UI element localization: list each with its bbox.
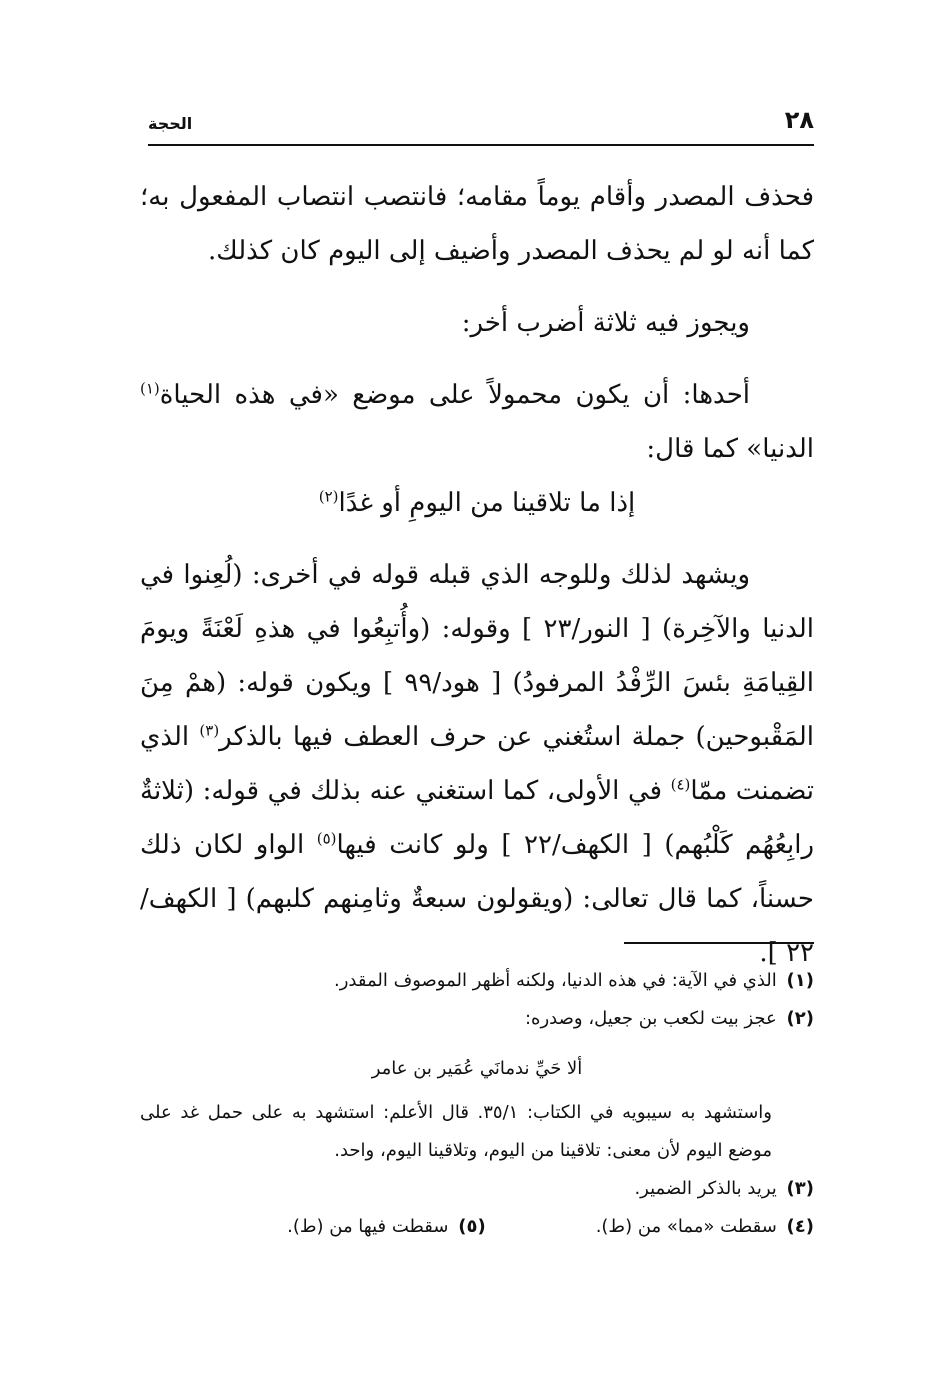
text-line: ويشهد لذلك وللوجه الذي قبله قوله في أخرى: (لُعِنوا: [183, 560, 751, 590]
main-text: [140, 170, 814, 980]
footnote-separator: [624, 942, 814, 944]
text-line: قوله: (ثلاثةٌ رابِعُهُم كَلْبُهم) [ الكهف/٢٢ ] ولو كانت فيها: [140, 776, 815, 860]
text-line: الذي تضمنت ممّا: [140, 722, 814, 806]
footnote-2: [140, 1000, 814, 1038]
verse-quote: [140, 476, 814, 530]
footnote-1: [140, 962, 814, 1000]
text-line: الواو لكان ذلك حسناً، كما قال تعالى: (ويقولون سبعةٌ وثامِنهم: [140, 830, 814, 914]
paragraph-3: [140, 368, 814, 476]
paragraph-1: [140, 170, 814, 278]
footnote-number: (٣): [786, 1178, 814, 1199]
footnote-number: (٤): [786, 1216, 814, 1237]
footnote-ref-4[interactable]: (٤): [670, 775, 691, 794]
footnote-number: (٢): [786, 1008, 814, 1029]
text-line: الدنيا» كما قال:: [646, 434, 814, 464]
footnote-text: سقطت فيها من (ط).: [287, 1216, 449, 1237]
running-title: الحجة: [148, 114, 193, 133]
paragraph-2: [140, 296, 814, 350]
footnote-5: [287, 1208, 486, 1246]
footnote-ref-3[interactable]: (٣): [199, 721, 220, 740]
footnote-text: عجز بيت لكعب بن جعيل، وصدره:: [524, 1008, 777, 1029]
footnote-2-continuation: واستشهد به سيبويه في الكتاب: ٣٥/١. قال الأعلم: استشهد به على حمل غد على موضع اليوم لأن معنى: تلاقينا من اليوم، وتلاقينا اليوم، واحد.: [140, 1102, 772, 1161]
text-line: في الأولى، كما استغني عنه بذلك في: [267, 776, 671, 806]
footnote-text: سقطت «مما» من (ط).: [595, 1216, 777, 1237]
text-line: ويجوز فيه ثلاثة أضرب أخر:: [461, 308, 750, 338]
text-line: كذلك.: [208, 236, 273, 266]
footnotes: [140, 962, 814, 1246]
footnote-ref-5[interactable]: (٥): [316, 829, 337, 848]
footnote-3: [140, 1170, 814, 1208]
footnote-number: (١): [786, 970, 814, 991]
text-line: في الدنيا والآخِرة) [ النور/٢٣ ] وقوله: (وأُتبِعُوا في هذهِ لَعْنَةً: [140, 560, 814, 644]
footnote-row: [140, 1208, 814, 1246]
text-line: كلبهم) [ الكهف/٢٢ ].: [140, 884, 814, 968]
footnote-text: الذي في الآية: في هذه الدنيا، ولكنه أظهر الموصوف المقدر.: [333, 970, 777, 991]
text-line: الحياة: [159, 380, 222, 410]
page-number: ٢٨: [784, 106, 814, 134]
text-line: به؛ كما أنه لو لم يحذف المصدر وأضيف إلى اليوم كان: [140, 182, 814, 266]
text-line: فحذف المصدر وأقام يوماً مقامه؛ فانتصب انتصاب المفعول: [179, 182, 815, 212]
text-line: ويومَ القِيامَةِ بئسَ الرِّفْدُ المرفودُ) [ هود/٩٩ ] ويكون قوله: (همْ: [140, 614, 815, 698]
paragraph-4: [140, 548, 814, 980]
footnote-text: يريد بالذكر الضمير.: [634, 1178, 777, 1199]
footnote-ref-2[interactable]: (٢): [318, 487, 339, 506]
footnote-4: [596, 1208, 814, 1246]
verse-text: إذا ما تلاقينا من اليومِ أو غدًا: [338, 488, 636, 518]
page-header: [148, 104, 814, 146]
text-line: مِنَ المَقْبوحين) جملة استُغني عن حرف العطف فيها بالذكر: [140, 668, 814, 752]
text-line: أحدها: أن يكون محمولاً على موضع «في هذه: [234, 380, 750, 410]
footnote-ref-1[interactable]: (١): [140, 379, 160, 398]
footnote-verse: ألا حَيِّ ندمانَي عُمَير بن عامر: [371, 1058, 583, 1079]
footnote-number: (٥): [458, 1216, 486, 1237]
